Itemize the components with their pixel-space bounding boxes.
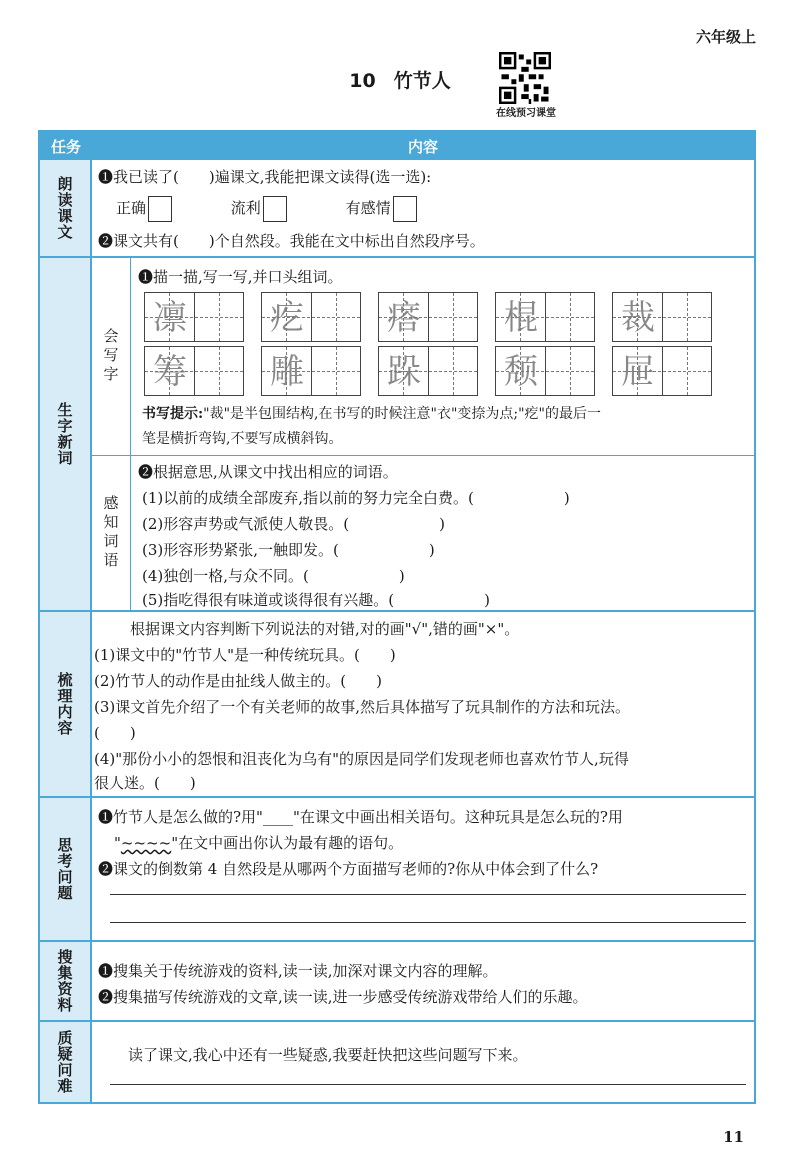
practice-cell[interactable] <box>378 292 478 342</box>
study-table <box>38 130 756 1104</box>
row-collect <box>40 940 754 1020</box>
practice-cell[interactable] <box>495 346 595 396</box>
tip-line-1 <box>142 403 601 423</box>
straight-line-mark: ____ <box>262 808 293 826</box>
trace-character: 屉 <box>621 352 655 392</box>
list-item: (2)形容声势或气派使人敬畏。( ) <box>142 515 445 533</box>
list-item: (3)形容形势紧张,一触即发。( ) <box>142 541 435 559</box>
content-cell <box>92 798 754 940</box>
answer-line[interactable] <box>110 922 746 923</box>
think-q2: ❷课文的倒数第 4 自然段是从哪两个方面描写老师的?你从中体会到了什么? <box>98 860 599 878</box>
task-cell <box>40 612 92 796</box>
read-line-1: ❶我已读了( )遍课文,我能把课文读得(选一选): <box>98 168 432 186</box>
read-options <box>116 196 417 222</box>
practice-cell[interactable] <box>261 292 361 342</box>
write-section <box>92 258 754 456</box>
task-label: 思考问题 <box>55 837 74 901</box>
practice-cell[interactable] <box>612 346 712 396</box>
write-label: 会写字 <box>101 328 120 385</box>
grade-label: 六年级上 <box>695 28 756 46</box>
option-correct: 正确 <box>116 199 147 217</box>
list-item: (5)指吃得很有味道或谈得很有兴趣。( ) <box>142 591 490 609</box>
read-line-2: ❷课文共有( )个自然段。我能在文中标出自然段序号。 <box>98 232 485 250</box>
tip-line-2: 笔是横折弯钩,不要写成横斜钩。 <box>142 431 343 447</box>
task-label: 质疑问难 <box>55 1030 74 1094</box>
content-cell <box>92 1022 754 1102</box>
answer-line[interactable] <box>110 894 746 895</box>
option-fluent: 流利 <box>230 199 261 217</box>
table-header <box>40 132 754 158</box>
wavy-line-mark: ~~~~ <box>120 834 172 852</box>
option-emotion: 有感情 <box>345 199 391 217</box>
checkbox[interactable] <box>148 196 172 222</box>
write-label-cell <box>92 258 131 455</box>
task-label: 梳理内容 <box>55 672 74 736</box>
know-label-cell <box>92 455 131 610</box>
header-content: 内容 <box>407 138 438 156</box>
q1-text: " <box>114 834 121 852</box>
list-item: 很人迷。( ) <box>94 774 196 792</box>
q1-text: "在课文中画出相关语句。这种玩具是怎么玩的?用 <box>292 808 623 826</box>
tip-label: 书写提示: <box>142 406 204 422</box>
task-label: 搜集资料 <box>55 949 74 1013</box>
know-label: 感知词语 <box>101 494 120 571</box>
practice-cell[interactable] <box>261 346 361 396</box>
trace-character: 棍 <box>504 298 538 338</box>
page-number: 11 <box>723 1128 744 1146</box>
trace-character: 颓 <box>504 352 538 392</box>
list-item: (4)"那份小小的怨恨和沮丧化为乌有"的原因是同学们发现老师也喜欢竹节人,玩得 <box>94 750 629 768</box>
qr-code-icon[interactable] <box>499 52 551 104</box>
trace-character: 裁 <box>621 298 655 338</box>
q1-text: "在文中画出你认为最有趣的语句。 <box>171 834 404 852</box>
task-label: 生字新词 <box>55 402 74 466</box>
list-item: (4)独创一格,与众不同。( ) <box>142 567 405 585</box>
row-think <box>40 796 754 940</box>
task-cell <box>40 258 92 610</box>
checkbox[interactable] <box>393 196 417 222</box>
know-instruction: ❷根据意思,从课文中找出相应的词语。 <box>138 463 398 481</box>
checkbox[interactable] <box>263 196 287 222</box>
content-cell <box>92 160 754 256</box>
think-q1-line2 <box>114 832 403 853</box>
row-question <box>40 1020 754 1102</box>
qr-label: 在线预习课堂 <box>496 108 556 119</box>
task-cell <box>40 942 92 1020</box>
answer-line[interactable] <box>110 1084 746 1085</box>
practice-cell[interactable] <box>144 346 244 396</box>
know-section <box>92 455 754 610</box>
trace-character: 雕 <box>270 352 304 392</box>
row-read <box>40 158 754 256</box>
write-instruction: ❶描一描,写一写,并口头组词。 <box>138 268 343 286</box>
header-task: 任务 <box>50 138 81 156</box>
row-sort <box>40 610 754 796</box>
content-cell <box>92 942 754 1020</box>
trace-character: 凛 <box>153 298 187 338</box>
collect-line-1: ❶搜集关于传统游戏的资料,读一读,加深对课文内容的理解。 <box>98 962 498 980</box>
trace-character: 疙 <box>270 298 304 338</box>
content-cell <box>92 258 754 610</box>
task-label: 朗读课文 <box>55 176 74 240</box>
practice-cell[interactable] <box>144 292 244 342</box>
list-item: (1)课文中的"竹节人"是一种传统玩具。( ) <box>94 646 396 664</box>
practice-cell[interactable] <box>378 346 478 396</box>
lesson-number: 10 <box>349 70 376 92</box>
task-cell <box>40 160 92 256</box>
sort-intro: 根据课文内容判断下列说法的对错,对的画"√",错的画"×"。 <box>130 620 520 638</box>
question-line: 读了课文,我心中还有一些疑惑,我要赶快把这些问题写下来。 <box>128 1046 528 1064</box>
task-cell <box>40 1022 92 1102</box>
task-cell <box>40 798 92 940</box>
list-item: (1)以前的成绩全部废弃,指以前的努力完全白费。( ) <box>142 489 570 507</box>
content-cell <box>92 612 754 796</box>
list-item: (3)课文首先介绍了一个有关老师的故事,然后具体描写了玩具制作的方法和玩法。 <box>94 698 631 716</box>
trace-character: 瘩 <box>387 298 421 338</box>
trace-character: 筹 <box>153 352 187 392</box>
trace-character: 跺 <box>387 352 421 392</box>
list-item: ( ) <box>94 724 136 742</box>
lesson-name: 竹节人 <box>393 70 451 92</box>
practice-cell[interactable] <box>612 292 712 342</box>
lesson-title <box>0 66 800 93</box>
think-q1-line1 <box>98 806 623 827</box>
collect-line-2: ❷搜集描写传统游戏的文章,读一读,进一步感受传统游戏带给人们的乐趣。 <box>98 988 588 1006</box>
tip-text: "裁"是半包围结构,在书写的时候注意"衣"变捺为点;"疙"的最后一 <box>203 406 601 422</box>
q1-text: ❶竹节人是怎么做的?用" <box>98 808 263 826</box>
row-vocab <box>40 256 754 610</box>
list-item: (2)竹节人的动作是由扯线人做主的。( ) <box>94 672 382 690</box>
practice-cell[interactable] <box>495 292 595 342</box>
